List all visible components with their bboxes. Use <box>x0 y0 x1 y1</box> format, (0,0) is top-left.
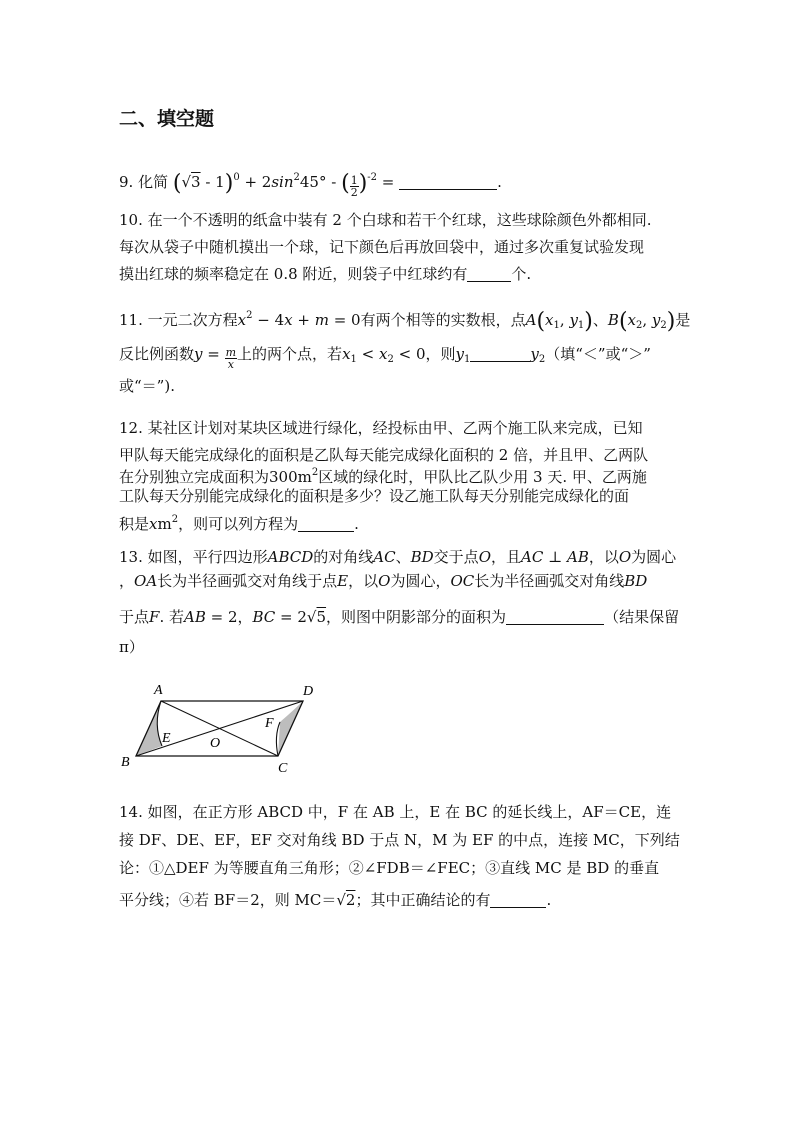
q10-line-2: 每次从袋子中随机摸出一个球，记下颜色后再放回袋中，通过多次重复试验发现 <box>119 238 645 256</box>
q9-expression: $(√3 - 1)^0 + 2\sin^245^\circ$ - ( $\frac{1}{2}$ )$^{-2}$ = <box>172 171 400 199</box>
q13-answer-blank[interactable] <box>506 608 604 625</box>
question-9: 9. 化简 $(√3 - 1)^0 + 2\sin^245^\circ$ - ( $\frac{1}{2}$ )$^{-2}$ = . <box>119 171 502 199</box>
q13-line-4: π） <box>119 638 144 656</box>
parallelogram-figure <box>118 680 338 780</box>
q14-line-3: 论：①△DEF 为等腰直角三角形；②∠FDB＝∠FEC；③直线 MC 是 BD 的垂直 <box>119 859 660 877</box>
label-a: A <box>154 683 163 698</box>
label-c: C <box>278 761 288 776</box>
q12-line-1: 12. 某社区计划对某块区域进行绿化，经投标由甲、乙两个施工队来完成，已知 <box>119 419 643 437</box>
q13-line-3: 于点F. 若AB = 2，BC = 2√5，则图中阴影部分的面积为 （结果保留 <box>119 608 680 626</box>
label-e: E <box>162 731 171 746</box>
q10-answer-blank[interactable] <box>467 265 511 282</box>
label-d: D <box>303 684 314 699</box>
section-title: 二、填空题 <box>119 108 215 130</box>
q12-line-5: 积是$xm^2$，则可以列方程为 . <box>119 514 359 533</box>
label-f: F <box>265 716 274 731</box>
q9-answer-blank[interactable] <box>399 173 497 190</box>
label-o: O <box>210 736 221 751</box>
q14-line-2: 接 DF、DE、EF，EF 交对角线 BD 于点 N，M 为 EF 的中点，连接 MC，下列结 <box>119 831 680 849</box>
q10-line-1: 10. 在一个不透明的纸盒中装有 2 个白球和若干个红球，这些球除颜色外都相同. <box>119 211 652 229</box>
q13-line-2: ，OA长为半径画弧交对角线于点E，以O为圆心，OC长为半径画弧交对角线BD <box>119 572 648 590</box>
q13-line-1: 13. 如图，平行四边形ABCD的对角线AC、BD交于点O，且AC ⊥ AB，以O为圆心 <box>119 548 677 566</box>
q11-line-1: 11. 一元二次方程$x^2 - 4x + m = 0$有两个相等的实数根，点$A(x_1$, $y_1$)、$B(x_2$, $y_2$)是 <box>119 309 691 334</box>
q14-answer-blank[interactable] <box>490 891 546 908</box>
q11-line-2: 反比例函数y = $\frac{m}{x}$ 上的两个点，若$x_1 < x_2 < 0$，则$y_1$ $y_2$（填“＜”或“＞” <box>119 345 651 371</box>
q12-line-2: 甲队每天能完成绿化的面积是乙队每天能完成绿化面积的 2 倍，并且甲、乙两队 <box>119 446 649 464</box>
label-b: B <box>121 755 130 770</box>
q14-line-1: 14. 如图，在正方形 ABCD 中，F 在 AB 上，E 在 BC 的延长线上，AF＝CE，连 <box>119 803 672 821</box>
q12-line-3: 在分别独立完成面积为$300m^2$区域的绿化时，甲队比乙队少用 3 天. 甲、乙两施 <box>119 467 647 486</box>
q11-answer-blank[interactable] <box>470 345 530 362</box>
q14-line-4: 平分线；④若 BF＝2，则 MC＝√2；其中正确结论的有 . <box>119 891 552 909</box>
q10-line-3: 摸出红球的频率稳定在 0.8 附近，则袋子中红球约有 个. <box>119 265 532 283</box>
q11-line-3: 或“＝”). <box>119 377 175 395</box>
q12-line-4: 工队每天分别能完成绿化的面积是多少？设乙施工队每天分别能完成绿化的面 <box>119 487 630 505</box>
q12-answer-blank[interactable] <box>298 515 354 532</box>
